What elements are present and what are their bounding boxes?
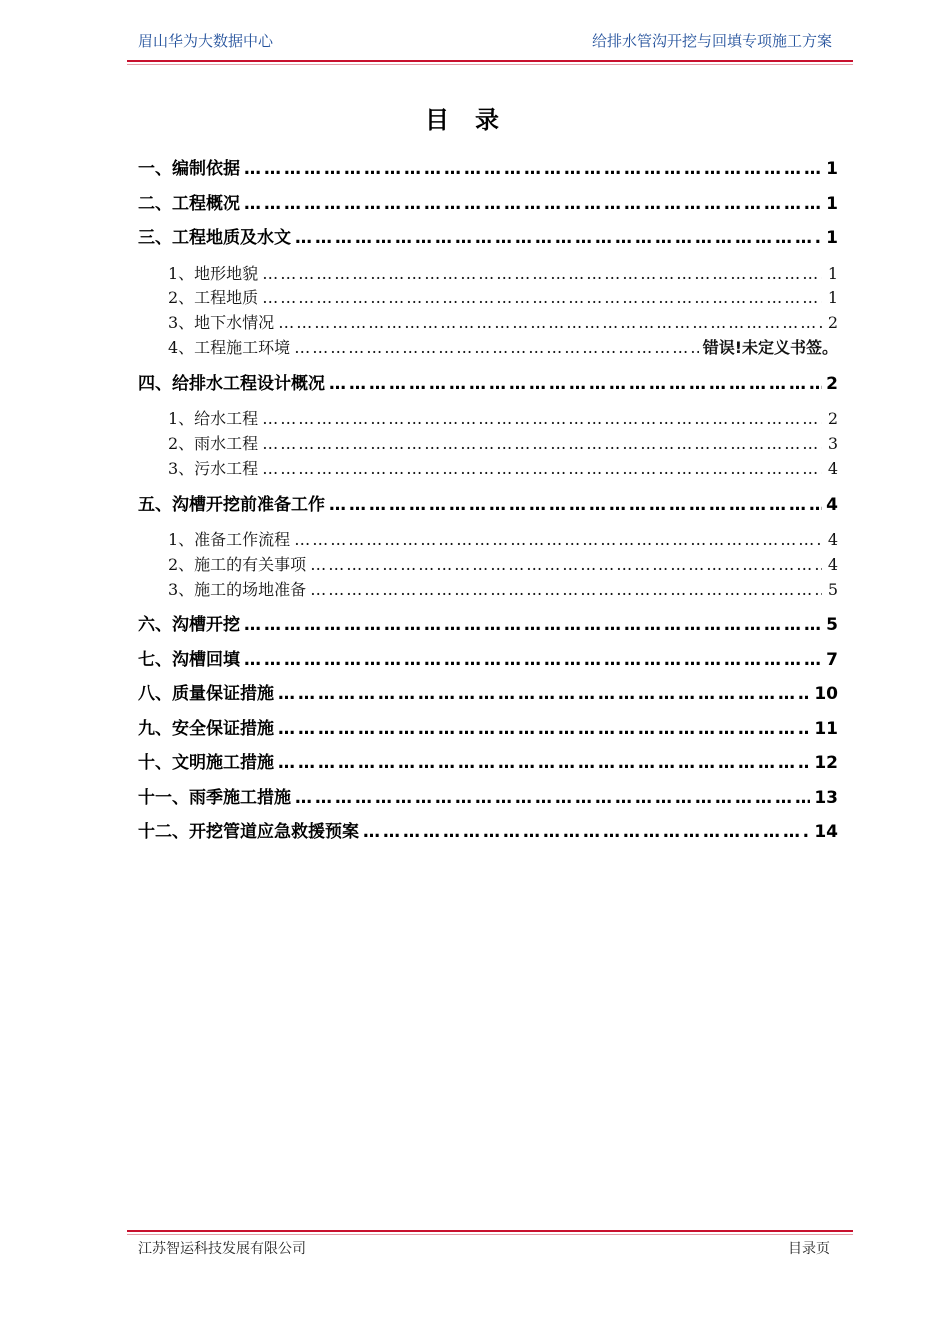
toc-entry-page: 1 (826, 228, 838, 248)
toc-leader-dots (244, 187, 822, 222)
toc-leader-dots (262, 457, 822, 482)
toc-entry-label: 4、工程施工环境 (168, 337, 291, 357)
toc-entry-page: 1 (826, 193, 838, 214)
toc-entry-label: 十一、雨季施工措施 (138, 787, 291, 808)
header-rule-thin (127, 64, 853, 65)
toc-subentry[interactable] (138, 457, 838, 482)
toc-entry-page: 错误!未定义书签。 (702, 337, 838, 357)
toc-subentry[interactable] (138, 407, 838, 432)
header-rule (127, 60, 853, 62)
toc-entry-label: 六、沟槽开挖 (138, 615, 240, 636)
toc-entry-page: 1 (827, 288, 838, 308)
toc-leader-dots (329, 367, 822, 402)
toc-leader-dots (278, 746, 810, 781)
toc-leader-dots (244, 643, 822, 678)
toc-subentry[interactable] (138, 286, 838, 311)
toc-entry[interactable] (138, 187, 838, 222)
toc-leader-dots (295, 781, 810, 816)
toc-entry-label: 七、沟槽回填 (138, 649, 240, 670)
toc-entry-label: 二、工程概况 (138, 193, 240, 214)
toc-entry[interactable] (138, 677, 838, 712)
toc-entry-label: 1、给水工程 (168, 409, 259, 429)
toc-leader-dots (329, 488, 822, 523)
toc-leader-dots (244, 608, 822, 643)
page-title: 目录 (425, 105, 525, 134)
toc-leader-dots (363, 815, 810, 850)
toc-entry-page: 10 (814, 684, 838, 705)
toc-entry[interactable] (138, 367, 838, 402)
toc-leader-dots (310, 553, 822, 578)
toc-subentry[interactable] (138, 578, 838, 603)
toc-entry-label: 2、工程地质 (168, 288, 259, 308)
toc-entry-page: 7 (826, 649, 838, 670)
toc-entry-page: 12 (814, 753, 838, 774)
header-right-text: 给排水管沟开挖与回填专项施工方案 (591, 32, 832, 50)
toc-leader-dots (295, 221, 822, 256)
toc-entry[interactable] (138, 643, 838, 678)
toc-leader-dots (310, 578, 822, 603)
toc-entry-label: 3、污水工程 (168, 458, 259, 478)
toc-leader-dots (294, 336, 699, 361)
toc-entry-label: 五、沟槽开挖前准备工作 (138, 494, 325, 515)
toc-entry-page: 1 (827, 263, 838, 283)
toc-entry-page: 5 (827, 579, 838, 599)
toc-entry-label: 三、工程地质及水文 (138, 228, 291, 248)
toc-entry-label: 3、施工的场地准备 (168, 579, 307, 599)
toc-entry-page: 4 (827, 554, 838, 574)
toc-leader-dots (262, 262, 822, 287)
toc-leader-dots (278, 677, 810, 712)
toc-leader-dots (278, 712, 810, 747)
toc-entry-page: 2 (826, 373, 838, 394)
toc-entry[interactable] (138, 712, 838, 747)
toc-leader-dots (278, 311, 822, 336)
table-of-contents (138, 152, 838, 850)
toc-entry-label: 1、地形地貌 (168, 263, 259, 283)
toc-leader-dots (294, 528, 822, 553)
toc-entry-page: 11 (814, 718, 838, 739)
toc-entry-label: 2、雨水工程 (168, 433, 259, 453)
toc-entry-label: 一、编制依据 (138, 159, 240, 179)
toc-entry[interactable] (138, 781, 838, 816)
toc-subentry[interactable] (138, 311, 838, 336)
toc-entry-page: 4 (827, 530, 838, 550)
toc-entry-label: 1、准备工作流程 (168, 530, 291, 550)
toc-entry[interactable] (138, 221, 838, 256)
toc-entry-label: 3、地下水情况 (168, 313, 275, 333)
toc-entry-label: 2、施工的有关事项 (168, 554, 307, 574)
toc-entry[interactable] (138, 152, 838, 187)
toc-subentry[interactable] (138, 432, 838, 457)
toc-subentry[interactable] (138, 528, 838, 553)
toc-entry[interactable] (138, 815, 838, 850)
toc-entry[interactable] (138, 746, 838, 781)
toc-entry-page: 4 (827, 458, 838, 478)
toc-entry-label: 八、质量保证措施 (138, 684, 274, 705)
toc-leader-dots (262, 286, 822, 311)
footer-left-text: 江苏智运科技发展有限公司 (138, 1241, 306, 1257)
toc-leader-dots (244, 152, 822, 187)
toc-entry-page: 4 (826, 494, 838, 515)
toc-subentry[interactable] (138, 336, 838, 361)
toc-entry-label: 十、文明施工措施 (138, 753, 274, 774)
toc-entry-page: 13 (814, 787, 838, 808)
footer-rule-thin (127, 1234, 853, 1235)
toc-entry[interactable] (138, 608, 838, 643)
toc-subentry[interactable] (138, 553, 838, 578)
toc-entry-page: 14 (814, 822, 838, 843)
toc-entry-page: 1 (826, 159, 838, 179)
footer-rule (127, 1230, 853, 1232)
toc-entry-page: 2 (827, 313, 838, 333)
toc-leader-dots (262, 432, 822, 457)
toc-entry-label: 九、安全保证措施 (138, 718, 274, 739)
toc-leader-dots (262, 407, 822, 432)
header-left-text: 眉山华为大数据中心 (138, 32, 274, 50)
toc-entry-label: 十二、开挖管道应急救援预案 (138, 822, 359, 843)
toc-entry[interactable] (138, 488, 838, 523)
toc-entry-label: 四、给排水工程设计概况 (138, 373, 325, 394)
toc-subentry[interactable] (138, 262, 838, 287)
toc-entry-page: 5 (826, 615, 838, 636)
toc-entry-page: 2 (827, 409, 838, 429)
footer-right-text: 目录页 (788, 1241, 830, 1257)
toc-entry-page: 3 (827, 433, 838, 453)
